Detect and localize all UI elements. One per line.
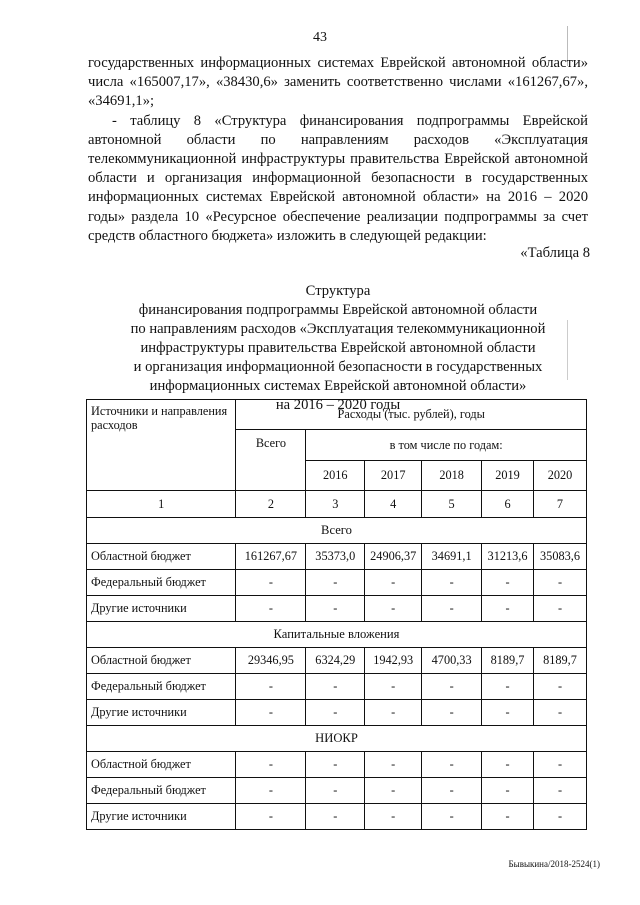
row-value: - xyxy=(306,804,365,830)
page-number: 43 xyxy=(313,30,327,45)
row-value: - xyxy=(365,700,422,726)
title-line: инфраструктуры правительства Еврейской автономной области xyxy=(140,340,536,356)
table-row xyxy=(87,752,587,778)
row-source: Другие источники xyxy=(87,596,236,622)
row-source: Областной бюджет xyxy=(87,648,236,674)
row-value: - xyxy=(306,674,365,700)
table-row xyxy=(87,674,587,700)
row-value: - xyxy=(306,752,365,778)
table-row xyxy=(87,804,587,830)
header-year: 2017 xyxy=(365,461,422,491)
header-year: 2018 xyxy=(422,461,482,491)
header-year: 2016 xyxy=(306,461,365,491)
table-row xyxy=(87,778,587,804)
row-value: - xyxy=(306,570,365,596)
paragraph: государственных информационных системах Еврейской автономной области» числа «165007,17», «38430,6» заменить соответственно числами «161267,67», «34691,1»; xyxy=(88,55,588,110)
row-value: - xyxy=(534,570,587,596)
group-title: Капитальные вложения xyxy=(87,622,587,648)
table-row xyxy=(87,648,587,674)
row-value: - xyxy=(482,570,534,596)
header-year: 2019 xyxy=(482,461,534,491)
row-source: Федеральный бюджет xyxy=(87,674,236,700)
row-value: 35083,6 xyxy=(534,544,587,570)
row-value: - xyxy=(365,752,422,778)
row-value: 8189,7 xyxy=(534,648,587,674)
body-text xyxy=(88,54,588,246)
header-expenses: Расходы (тыс. рублей), годы xyxy=(236,400,587,430)
row-value: 31213,6 xyxy=(482,544,534,570)
row-value: 1942,93 xyxy=(365,648,422,674)
row-value: - xyxy=(534,778,587,804)
row-value: 161267,67 xyxy=(236,544,306,570)
row-value: - xyxy=(534,752,587,778)
row-source: Другие источники xyxy=(87,804,236,830)
row-value: - xyxy=(534,596,587,622)
row-value: - xyxy=(365,596,422,622)
table-row xyxy=(87,544,587,570)
table-row xyxy=(87,596,587,622)
row-value: - xyxy=(236,674,306,700)
column-number: 5 xyxy=(422,491,482,518)
row-value: - xyxy=(482,596,534,622)
row-source: Федеральный бюджет xyxy=(87,570,236,596)
header-year: 2020 xyxy=(534,461,587,491)
row-value: 24906,37 xyxy=(365,544,422,570)
row-value: - xyxy=(365,804,422,830)
row-value: 29346,95 xyxy=(236,648,306,674)
row-value: - xyxy=(422,778,482,804)
row-value: - xyxy=(422,752,482,778)
table-row xyxy=(87,570,587,596)
row-value: 8189,7 xyxy=(482,648,534,674)
group-header-row xyxy=(87,518,587,544)
row-value: - xyxy=(482,700,534,726)
header-total: Всего xyxy=(236,430,306,491)
header-source: Источники и направления расходов xyxy=(87,400,236,491)
column-number: 1 xyxy=(87,491,236,518)
row-value: - xyxy=(422,596,482,622)
title-line: и организация информационной безопасности в государственных xyxy=(133,359,543,375)
row-value: - xyxy=(306,700,365,726)
row-value: - xyxy=(365,674,422,700)
group-header-row xyxy=(87,622,587,648)
row-value: - xyxy=(534,674,587,700)
column-number: 7 xyxy=(534,491,587,518)
group-title: НИОКР xyxy=(87,726,587,752)
row-source: Другие источники xyxy=(87,700,236,726)
table-label: «Таблица 8 xyxy=(520,245,590,261)
row-value: 6324,29 xyxy=(306,648,365,674)
row-value: 4700,33 xyxy=(422,648,482,674)
row-value: - xyxy=(534,804,587,830)
row-value: - xyxy=(365,778,422,804)
column-number: 4 xyxy=(365,491,422,518)
row-value: - xyxy=(482,752,534,778)
row-value: - xyxy=(236,804,306,830)
row-source: Областной бюджет xyxy=(87,544,236,570)
row-source: Федеральный бюджет xyxy=(87,778,236,804)
row-value: - xyxy=(482,778,534,804)
title-line: Структура xyxy=(305,283,371,299)
row-source: Областной бюджет xyxy=(87,752,236,778)
row-value: - xyxy=(236,778,306,804)
row-value: - xyxy=(236,596,306,622)
header-by-year: в том числе по годам: xyxy=(306,430,587,461)
title-line: финансирования подпрограммы Еврейской автономной области xyxy=(138,302,538,318)
column-number: 6 xyxy=(482,491,534,518)
title-line: информационных системах Еврейской автономной области» xyxy=(149,378,527,394)
column-number: 2 xyxy=(236,491,306,518)
column-number: 3 xyxy=(306,491,365,518)
group-header-row xyxy=(87,726,587,752)
financing-table xyxy=(86,399,587,830)
group-title: Всего xyxy=(87,518,587,544)
document-footer: Бывыкина/2018-2524(1) xyxy=(508,859,600,869)
row-value: - xyxy=(236,570,306,596)
table-title xyxy=(88,282,588,415)
row-value: - xyxy=(236,700,306,726)
row-value: - xyxy=(422,674,482,700)
title-line: на 2016 – 2020 годы xyxy=(275,397,401,413)
row-value: - xyxy=(306,778,365,804)
row-value: 34691,1 xyxy=(422,544,482,570)
table-row xyxy=(87,700,587,726)
row-value: - xyxy=(534,700,587,726)
paragraph: - таблицу 8 «Структура финансирования подпрограммы Еврейской автономной области по направлениям расходов «Эксплуатация телекоммуникационной инфраструктуры правительства Еврейской автономной области и организация информационной безопасности в государственных информационных системах Еврейской автономной области» на 2016 – 2020 годы» раздела 10 «Ресурсное обеспечение реализации подпрограммы за счет средств областного бюджета» изложить в следующей редакции: xyxy=(88,112,588,244)
row-value: - xyxy=(422,804,482,830)
title-line: по направлениям расходов «Эксплуатация телекоммуникационной xyxy=(130,321,546,337)
row-value: - xyxy=(482,674,534,700)
row-value: - xyxy=(422,570,482,596)
row-value: - xyxy=(236,752,306,778)
row-value: - xyxy=(422,700,482,726)
row-value: - xyxy=(365,570,422,596)
row-value: 35373,0 xyxy=(306,544,365,570)
row-value: - xyxy=(482,804,534,830)
row-value: - xyxy=(306,596,365,622)
